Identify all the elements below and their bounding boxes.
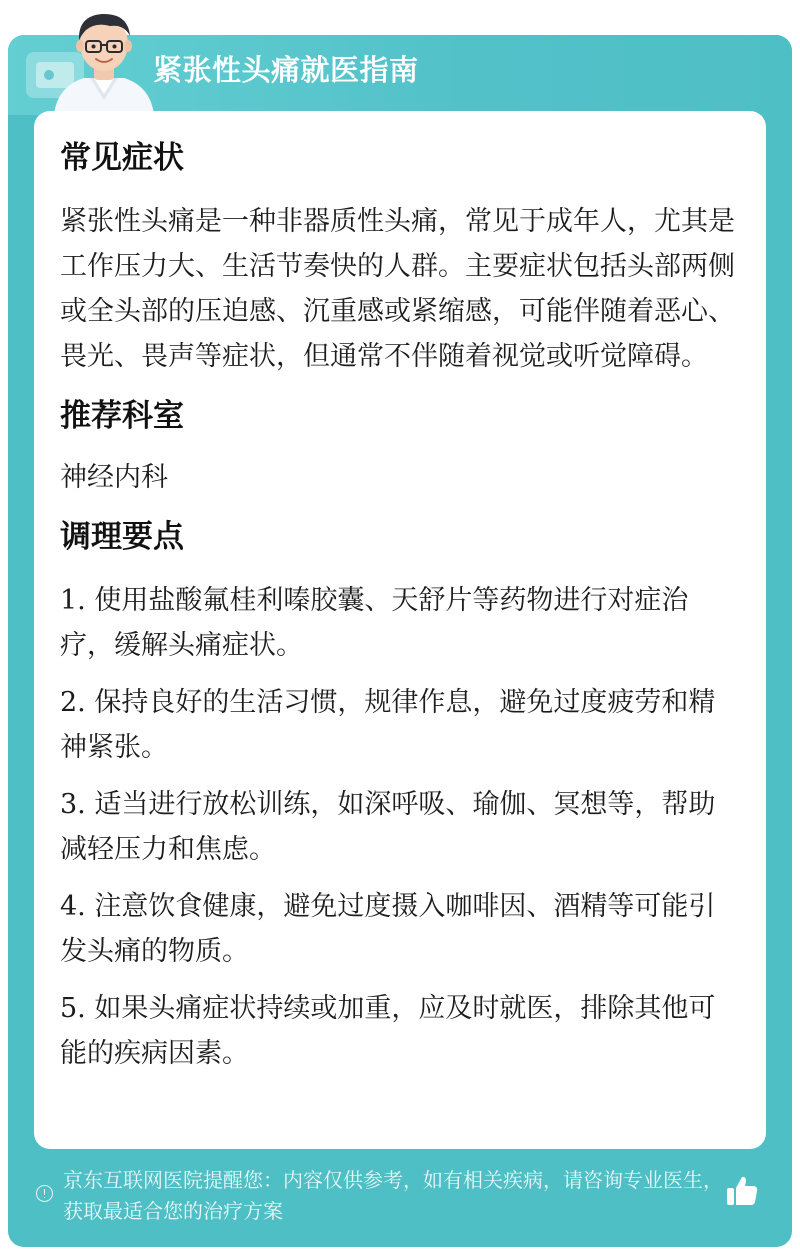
section-title-symptoms: 常见症状 (60, 140, 184, 176)
care-item-number: 4. (60, 891, 86, 922)
symptoms-description: 紧张性头痛是一种非器质性头痛，常见于成年人，尤其是工作压力大、生活节奏快的人群。主要症状包括头部两侧或全头部的压迫感、沉重感或紧缩感，可能伴随着恶心、畏光、畏声等症状，但通常不伴随着视觉或听觉障碍。 (60, 206, 735, 372)
content-body (60, 137, 740, 1076)
care-item (60, 782, 740, 872)
section-title-care: 调理要点 (60, 519, 184, 555)
care-item (60, 986, 740, 1076)
disclaimer-text: 京东互联网医院提醒您：内容仅供参考，如有相关疾病，请咨询专业医生，获取最适合您的治疗方案 (63, 1168, 723, 1223)
care-item (60, 680, 740, 770)
care-item-number: 2. (60, 687, 86, 718)
content-card (34, 111, 766, 1149)
care-item-text: 保持良好的生活习惯，规律作息，避免过度疲劳和精神紧张。 (60, 687, 716, 763)
department-value: 神经内科 (60, 462, 168, 493)
care-item-text: 适当进行放松训练，如深呼吸、瑜伽、冥想等，帮助减轻压力和焦虑。 (60, 789, 716, 865)
page-title: 紧张性头痛就医指南 (153, 53, 419, 87)
care-item-number: 5. (60, 993, 86, 1024)
care-item-text: 注意饮食健康，避免过度摄入咖啡因、酒精等可能引发头痛的物质。 (60, 891, 716, 967)
section-title-department: 推荐科室 (60, 398, 184, 434)
care-item (60, 578, 740, 668)
care-item-number: 1. (60, 585, 86, 616)
thumbs-up-icon[interactable] (724, 1173, 760, 1209)
care-item-number: 3. (60, 789, 86, 820)
care-item (60, 884, 740, 974)
doctor-avatar (44, 4, 164, 114)
info-circle-icon (36, 1185, 53, 1202)
care-item-text: 如果头痛症状持续或加重，应及时就医，排除其他可能的疾病因素。 (60, 993, 716, 1069)
disclaimer-footer (36, 1165, 766, 1225)
care-item-text: 使用盐酸氟桂利嗪胶囊、天舒片等药物进行对症治疗，缓解头痛症状。 (60, 585, 689, 661)
